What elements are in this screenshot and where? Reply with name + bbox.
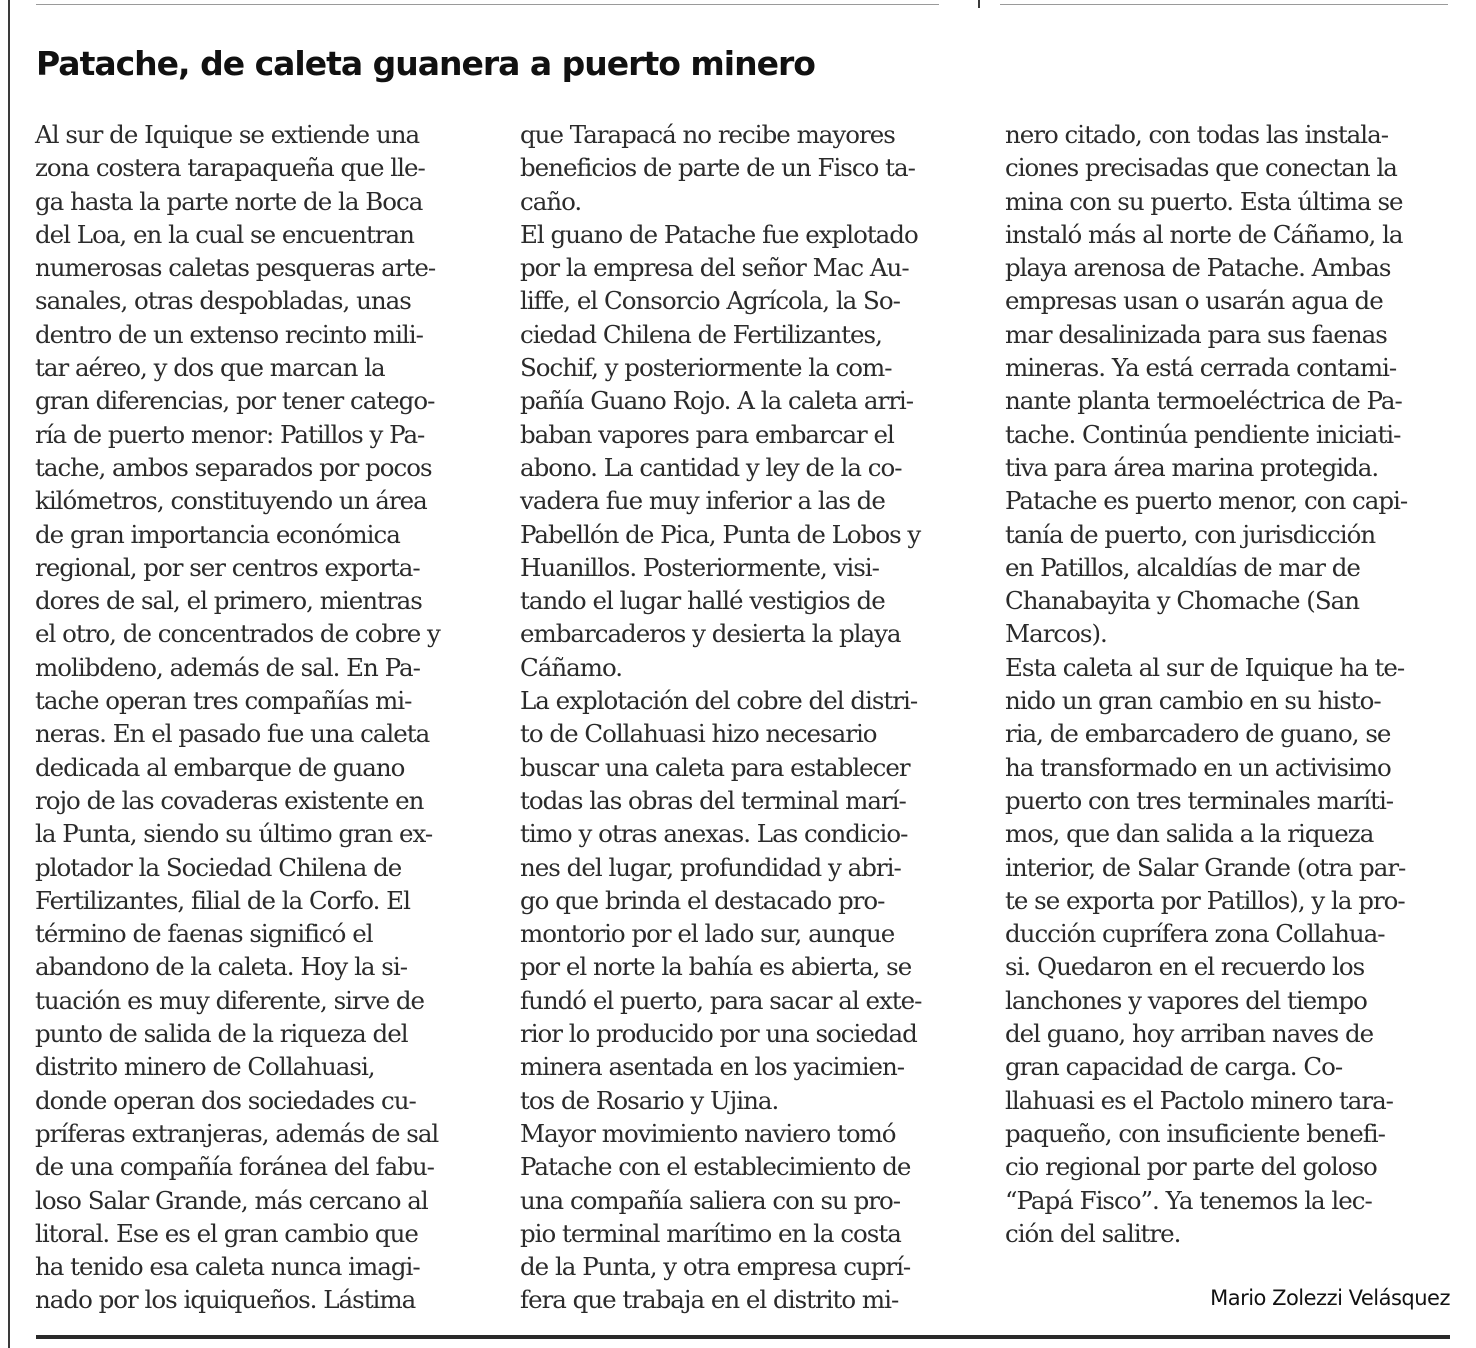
text-line: ga hasta la parte norte de la Boca xyxy=(35,186,423,216)
text-line: nes del lugar, profundidad y abri- xyxy=(520,852,901,882)
text-line: baban vapores para embarcar el xyxy=(520,419,894,449)
article-column-1 xyxy=(35,118,440,1317)
text-line: dores de sal, el primero, mientras xyxy=(35,586,422,616)
text-line: nido un gran cambio en su histo- xyxy=(1005,686,1381,716)
text-line: lanchones y vapores del tiempo xyxy=(1005,985,1367,1015)
text-line: Mayor movimiento naviero tomó xyxy=(520,1118,896,1148)
text-line: del guano, hoy arriban naves de xyxy=(1005,1019,1374,1049)
text-line: “Papá Fisco”. Ya tenemos la lec- xyxy=(1005,1185,1372,1215)
text-line: ría de puerto menor: Patillos y Pa- xyxy=(35,419,425,449)
text-line: zona costera tarapaqueña que lle- xyxy=(35,153,425,183)
text-line: fundó el puerto, para sacar al exte- xyxy=(520,985,922,1015)
text-line: distrito minero de Collahuasi, xyxy=(35,1052,375,1082)
text-line: montorio por el lado sur, aunque xyxy=(520,919,895,949)
article-column-2 xyxy=(520,118,921,1317)
text-line: cio regional por parte del goloso xyxy=(1005,1152,1377,1182)
text-line: punto de salida de la riqueza del xyxy=(35,1019,408,1049)
text-line: nero citado, con todas las instala- xyxy=(1005,120,1388,149)
text-line: en Patillos, alcaldías de mar de xyxy=(1005,552,1360,582)
text-line: fera que trabaja en el distrito mi- xyxy=(520,1285,899,1315)
text-line: instaló más al norte de Cáñamo, la xyxy=(1005,219,1403,249)
text-line: kilómetros, constituyendo un área xyxy=(35,486,427,516)
text-line: por la empresa del señor Mac Au- xyxy=(520,253,909,283)
text-line: neras. En el pasado fue una caleta xyxy=(35,719,430,749)
text-line: numerosas caletas pesqueras arte- xyxy=(35,253,436,283)
text-line: Sochif, y posteriormente la com- xyxy=(520,353,892,383)
text-line: nante planta termoeléctrica de Pa- xyxy=(1005,386,1402,416)
text-line: dentro de un extenso recinto mili- xyxy=(35,319,423,349)
text-line: interior, de Salar Grande (otra par- xyxy=(1005,852,1406,882)
text-line: paqueño, con insuficiente benefi- xyxy=(1005,1118,1385,1148)
text-line: Marcos). xyxy=(1005,619,1107,649)
text-line: Chanabayita y Chomache (San xyxy=(1005,586,1359,616)
text-line: plotador la Sociedad Chilena de xyxy=(35,852,402,882)
text-line: que Tarapacá no recibe mayores xyxy=(520,120,895,149)
text-line: buscar una caleta para establecer xyxy=(520,752,910,782)
text-line: minera asentada en los yacimien- xyxy=(520,1052,905,1082)
text-line: de gran importancia económica xyxy=(35,519,400,549)
bottom-divider xyxy=(36,1335,1450,1339)
article-column-3 xyxy=(1005,118,1407,1250)
text-line: tache operan tres compañías mi- xyxy=(35,686,412,716)
text-line: Pabellón de Pica, Punta de Lobos y xyxy=(520,519,921,549)
text-line: término de faenas significó el xyxy=(35,919,373,949)
text-line: timo y otras anexas. Las condicio- xyxy=(520,819,908,849)
text-line: del Loa, en la cual se encuentran xyxy=(35,219,414,249)
text-line: tos de Rosario y Ujina. xyxy=(520,1085,779,1115)
text-line: nado por los iquiqueños. Lástima xyxy=(35,1285,416,1315)
text-line: puerto con tres terminales maríti- xyxy=(1005,785,1394,815)
text-line: Patache es puerto menor, con capi- xyxy=(1005,486,1408,516)
left-column-rule xyxy=(8,0,10,1348)
text-line: mineras. Ya está cerrada contami- xyxy=(1005,353,1397,383)
text-line: abono. La cantidad y ley de la co- xyxy=(520,452,902,482)
text-line: La explotación del cobre del distri- xyxy=(520,686,918,716)
text-line: empresas usan o usarán agua de xyxy=(1005,286,1383,316)
text-line: embarcaderos y desierta la playa xyxy=(520,619,901,649)
text-line: Cáñamo. xyxy=(520,652,623,682)
top-divider-left xyxy=(36,4,939,5)
text-line: beneficios de parte de un Fisco ta- xyxy=(520,153,915,183)
text-line: si. Quedaron en el recuerdo los xyxy=(1005,952,1365,982)
text-line: loso Salar Grande, más cercano al xyxy=(35,1185,428,1215)
text-line: una compañía saliera con su pro- xyxy=(520,1185,901,1215)
text-line: ha transformado en un activisimo xyxy=(1005,752,1391,782)
text-line: de la Punta, y otra empresa cuprí- xyxy=(520,1252,911,1282)
text-line: tuación es muy diferente, sirve de xyxy=(35,985,425,1015)
text-line: llahuasi es el Pactolo minero tara- xyxy=(1005,1085,1393,1115)
text-line: dedicada al embarque de guano xyxy=(35,752,405,782)
text-line: sanales, otras despobladas, unas xyxy=(35,286,411,316)
text-line: tando el lugar hallé vestigios de xyxy=(520,586,885,616)
text-line: todas las obras del terminal marí- xyxy=(520,785,906,815)
text-line: tache. Continúa pendiente iniciati- xyxy=(1005,419,1401,449)
text-line: caño. xyxy=(520,186,582,216)
text-line: ción del salitre. xyxy=(1005,1218,1181,1248)
article-headline: Patache, de caleta guanera a puerto minero xyxy=(36,44,815,83)
text-line: tache, ambos separados por pocos xyxy=(35,452,432,482)
text-line: mina con su puerto. Esta última se xyxy=(1005,186,1403,216)
text-line: tar aéreo, y dos que marcan la xyxy=(35,353,385,383)
text-line: pañía Guano Rojo. A la caleta arri- xyxy=(520,386,914,416)
text-line: Patache con el establecimiento de xyxy=(520,1152,911,1182)
text-line: Fertilizantes, filial de la Corfo. El xyxy=(35,885,410,915)
text-line: ciones precisadas que conectan la xyxy=(1005,153,1397,183)
text-line: El guano de Patache fue explotado xyxy=(520,219,918,249)
text-line: la Punta, siendo su último gran ex- xyxy=(35,819,433,849)
text-line: molibdeno, además de sal. En Pa- xyxy=(35,652,420,682)
text-line: ria, de embarcadero de guano, se xyxy=(1005,719,1391,749)
text-line: tanía de puerto, con jurisdicción xyxy=(1005,519,1376,549)
text-line: ha tenido esa caleta nunca imagi- xyxy=(35,1252,420,1282)
text-line: rior lo producido por una sociedad xyxy=(520,1019,917,1049)
top-divider-right xyxy=(1000,4,1448,5)
text-line: de una compañía foránea del fabu- xyxy=(35,1152,434,1182)
text-line: Huanillos. Posteriormente, visi- xyxy=(520,552,879,582)
text-line: to de Collahuasi hizo necesario xyxy=(520,719,877,749)
text-line: te se exporta por Patillos), y la pro- xyxy=(1005,885,1405,915)
text-line: vadera fue muy inferior a las de xyxy=(520,486,885,516)
text-line: regional, por ser centros exporta- xyxy=(35,552,420,582)
top-divider-tick xyxy=(978,0,980,8)
text-line: liffe, el Consorcio Agrícola, la So- xyxy=(520,286,900,316)
article-byline: Mario Zolezzi Velásquez xyxy=(1210,1286,1450,1310)
text-line: por el norte la bahía es abierta, se xyxy=(520,952,912,982)
text-line: donde operan dos sociedades cu- xyxy=(35,1085,416,1115)
text-line: gran capacidad de carga. Co- xyxy=(1005,1052,1343,1082)
text-line: playa arenosa de Patache. Ambas xyxy=(1005,253,1391,283)
text-line: abandono de la caleta. Hoy la si- xyxy=(35,952,407,982)
text-line: gran diferencias, por tener catego- xyxy=(35,386,435,416)
text-line: príferas extranjeras, además de sal xyxy=(35,1118,439,1148)
text-line: mar desalinizada para sus faenas xyxy=(1005,319,1387,349)
text-line: rojo de las covaderas existente en xyxy=(35,785,424,815)
text-line: mos, que dan salida a la riqueza xyxy=(1005,819,1374,849)
text-line: ciedad Chilena de Fertilizantes, xyxy=(520,319,882,349)
text-line: tiva para área marina protegida. xyxy=(1005,452,1379,482)
text-line: go que brinda el destacado pro- xyxy=(520,885,885,915)
text-line: el otro, de concentrados de cobre y xyxy=(35,619,440,649)
text-line: pio terminal marítimo en la costa xyxy=(520,1218,901,1248)
text-line: Esta caleta al sur de Iquique ha te- xyxy=(1005,652,1405,682)
text-line: ducción cuprífera zona Collahua- xyxy=(1005,919,1385,949)
text-line: litoral. Ese es el gran cambio que xyxy=(35,1218,418,1248)
text-line: Al sur de Iquique se extiende una xyxy=(35,120,420,149)
